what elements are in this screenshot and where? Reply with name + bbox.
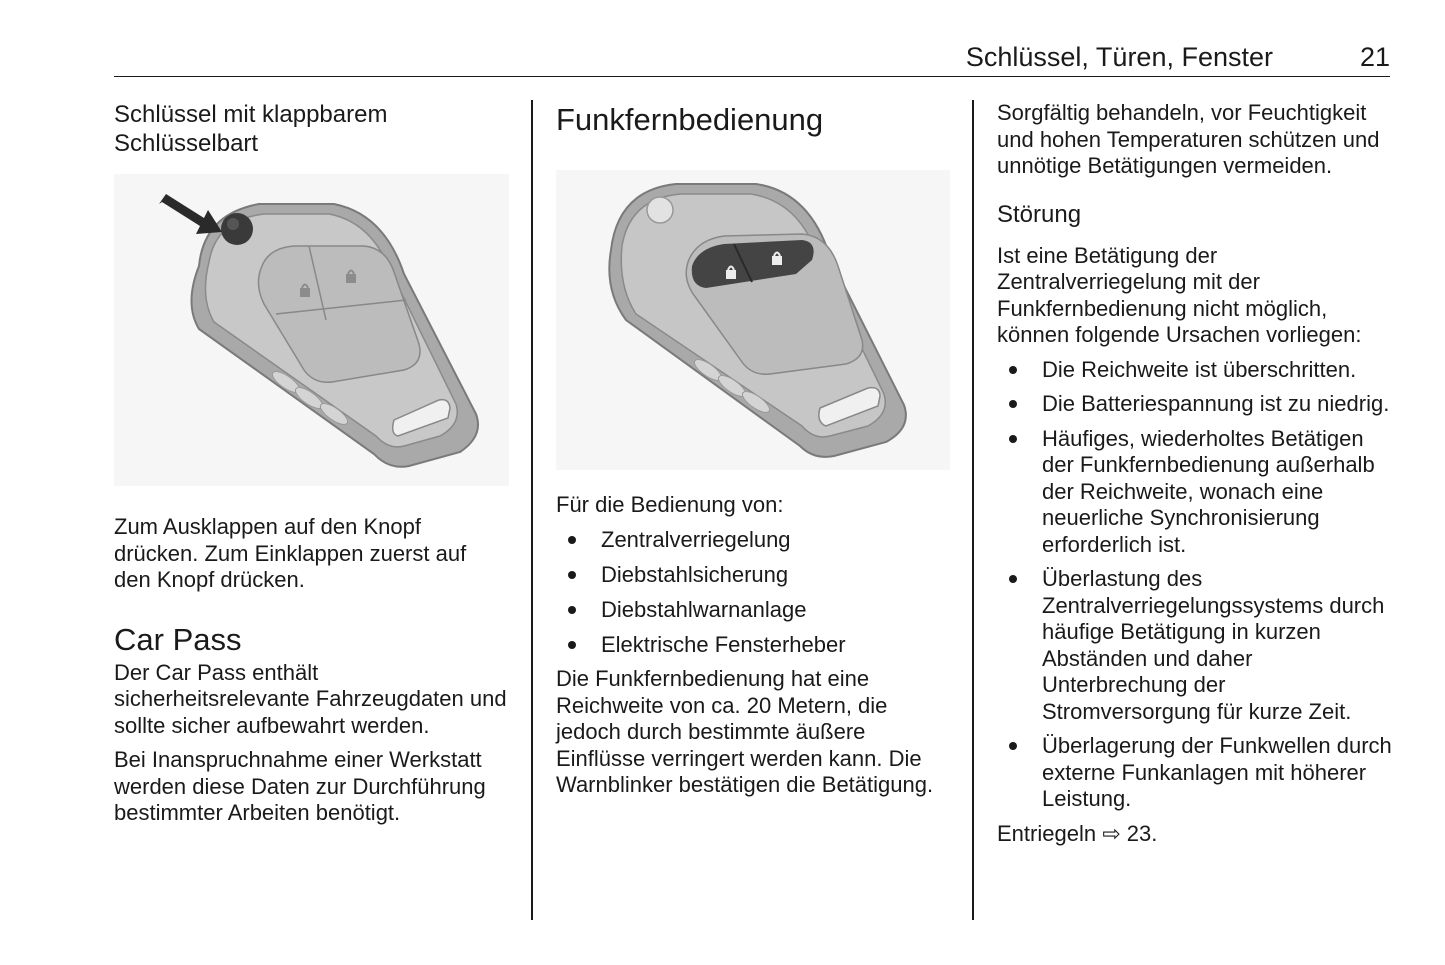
list-item: Überlastung des Zentralverriegelungssystems durch häufige Betätigung in kurzen Abständen und daher Unterbrechung der Stromversorgung für kurze Zeit. (997, 566, 1392, 725)
column-3 (997, 100, 1392, 847)
list-item: Diebstahlsicherung (556, 562, 956, 589)
folding-key-illustration (114, 174, 509, 486)
column-divider (972, 100, 974, 920)
heading-stoerung: Störung (997, 200, 1082, 228)
xref-label: Entriegeln (997, 820, 1097, 846)
cross-reference (997, 821, 1392, 848)
car-pass-paragraph-2: Bei Inanspruchnahme einer Werkstatt werden diese Daten zur Durchführung bestimmter Arbeiten benötigt. (114, 747, 486, 825)
car-pass-paragraph-1: Der Car Pass enthält sicherheitsrelevante Fahrzeugdaten und sollte sicher aufbewahrt werden. (114, 659, 507, 738)
usage-list (556, 527, 956, 659)
xref-page-link[interactable]: 23. (1126, 820, 1158, 846)
section-title: Schlüssel, Türen, Fenster (965, 42, 1273, 72)
list-item: Diebstahlwarnanlage (556, 597, 956, 624)
list-item: Die Reichweite ist überschritten. (997, 357, 1392, 384)
causes-list (997, 357, 1392, 813)
page-header (114, 40, 1390, 77)
page-number: 21 (1359, 42, 1390, 72)
stoerung-intro: Ist eine Betätigung der Zentralverriegelung mit der Funkfernbedienung nicht möglich, können folgende Ursachen vorliegen: (997, 242, 1362, 347)
column-2 (556, 100, 956, 799)
folding-key-caption: Zum Ausklappen auf den Knopf drücken. Zum Einklappen zuerst auf den Knopf drücken. (114, 514, 467, 592)
subheading-folding-key: Schlüssel mit klappbarem Schlüsselbart (114, 101, 388, 157)
usage-intro: Für die Bedienung von: (556, 492, 784, 517)
column-1 (114, 100, 514, 827)
list-item: Zentralverriegelung (556, 527, 956, 554)
range-paragraph: Die Funkfernbedienung hat eine Reichweite von ca. 20 Metern, die jedoch durch bestimmte äußere Einflüsse verringert werden kann. Die Warnblinker bestätigen die Betätigung. (556, 666, 934, 797)
list-item: Häufiges, wiederholtes Betätigen der Funkfernbedienung außerhalb der Reichweite, wonach eine neuerliche Synchronisierung erforderlich ist. (997, 426, 1392, 559)
arrow-right-icon: ⇨ (1102, 820, 1121, 846)
care-paragraph: Sorgfältig behandeln, vor Feuchtigkeit und hohen Temperaturen schützen und unnötige Betätigungen vermeiden. (997, 100, 1380, 178)
remote-key-illustration (556, 170, 950, 470)
heading-funkfernbedienung: Funkfernbedienung (556, 102, 824, 137)
heading-car-pass: Car Pass (114, 621, 242, 657)
column-divider (531, 100, 533, 920)
list-item: Überlagerung der Funkwellen durch externe Funkanlagen mit höherer Leistung. (997, 733, 1392, 813)
list-item: Elektrische Fensterheber (556, 632, 956, 659)
list-item: Die Batteriespannung ist zu niedrig. (997, 391, 1392, 418)
